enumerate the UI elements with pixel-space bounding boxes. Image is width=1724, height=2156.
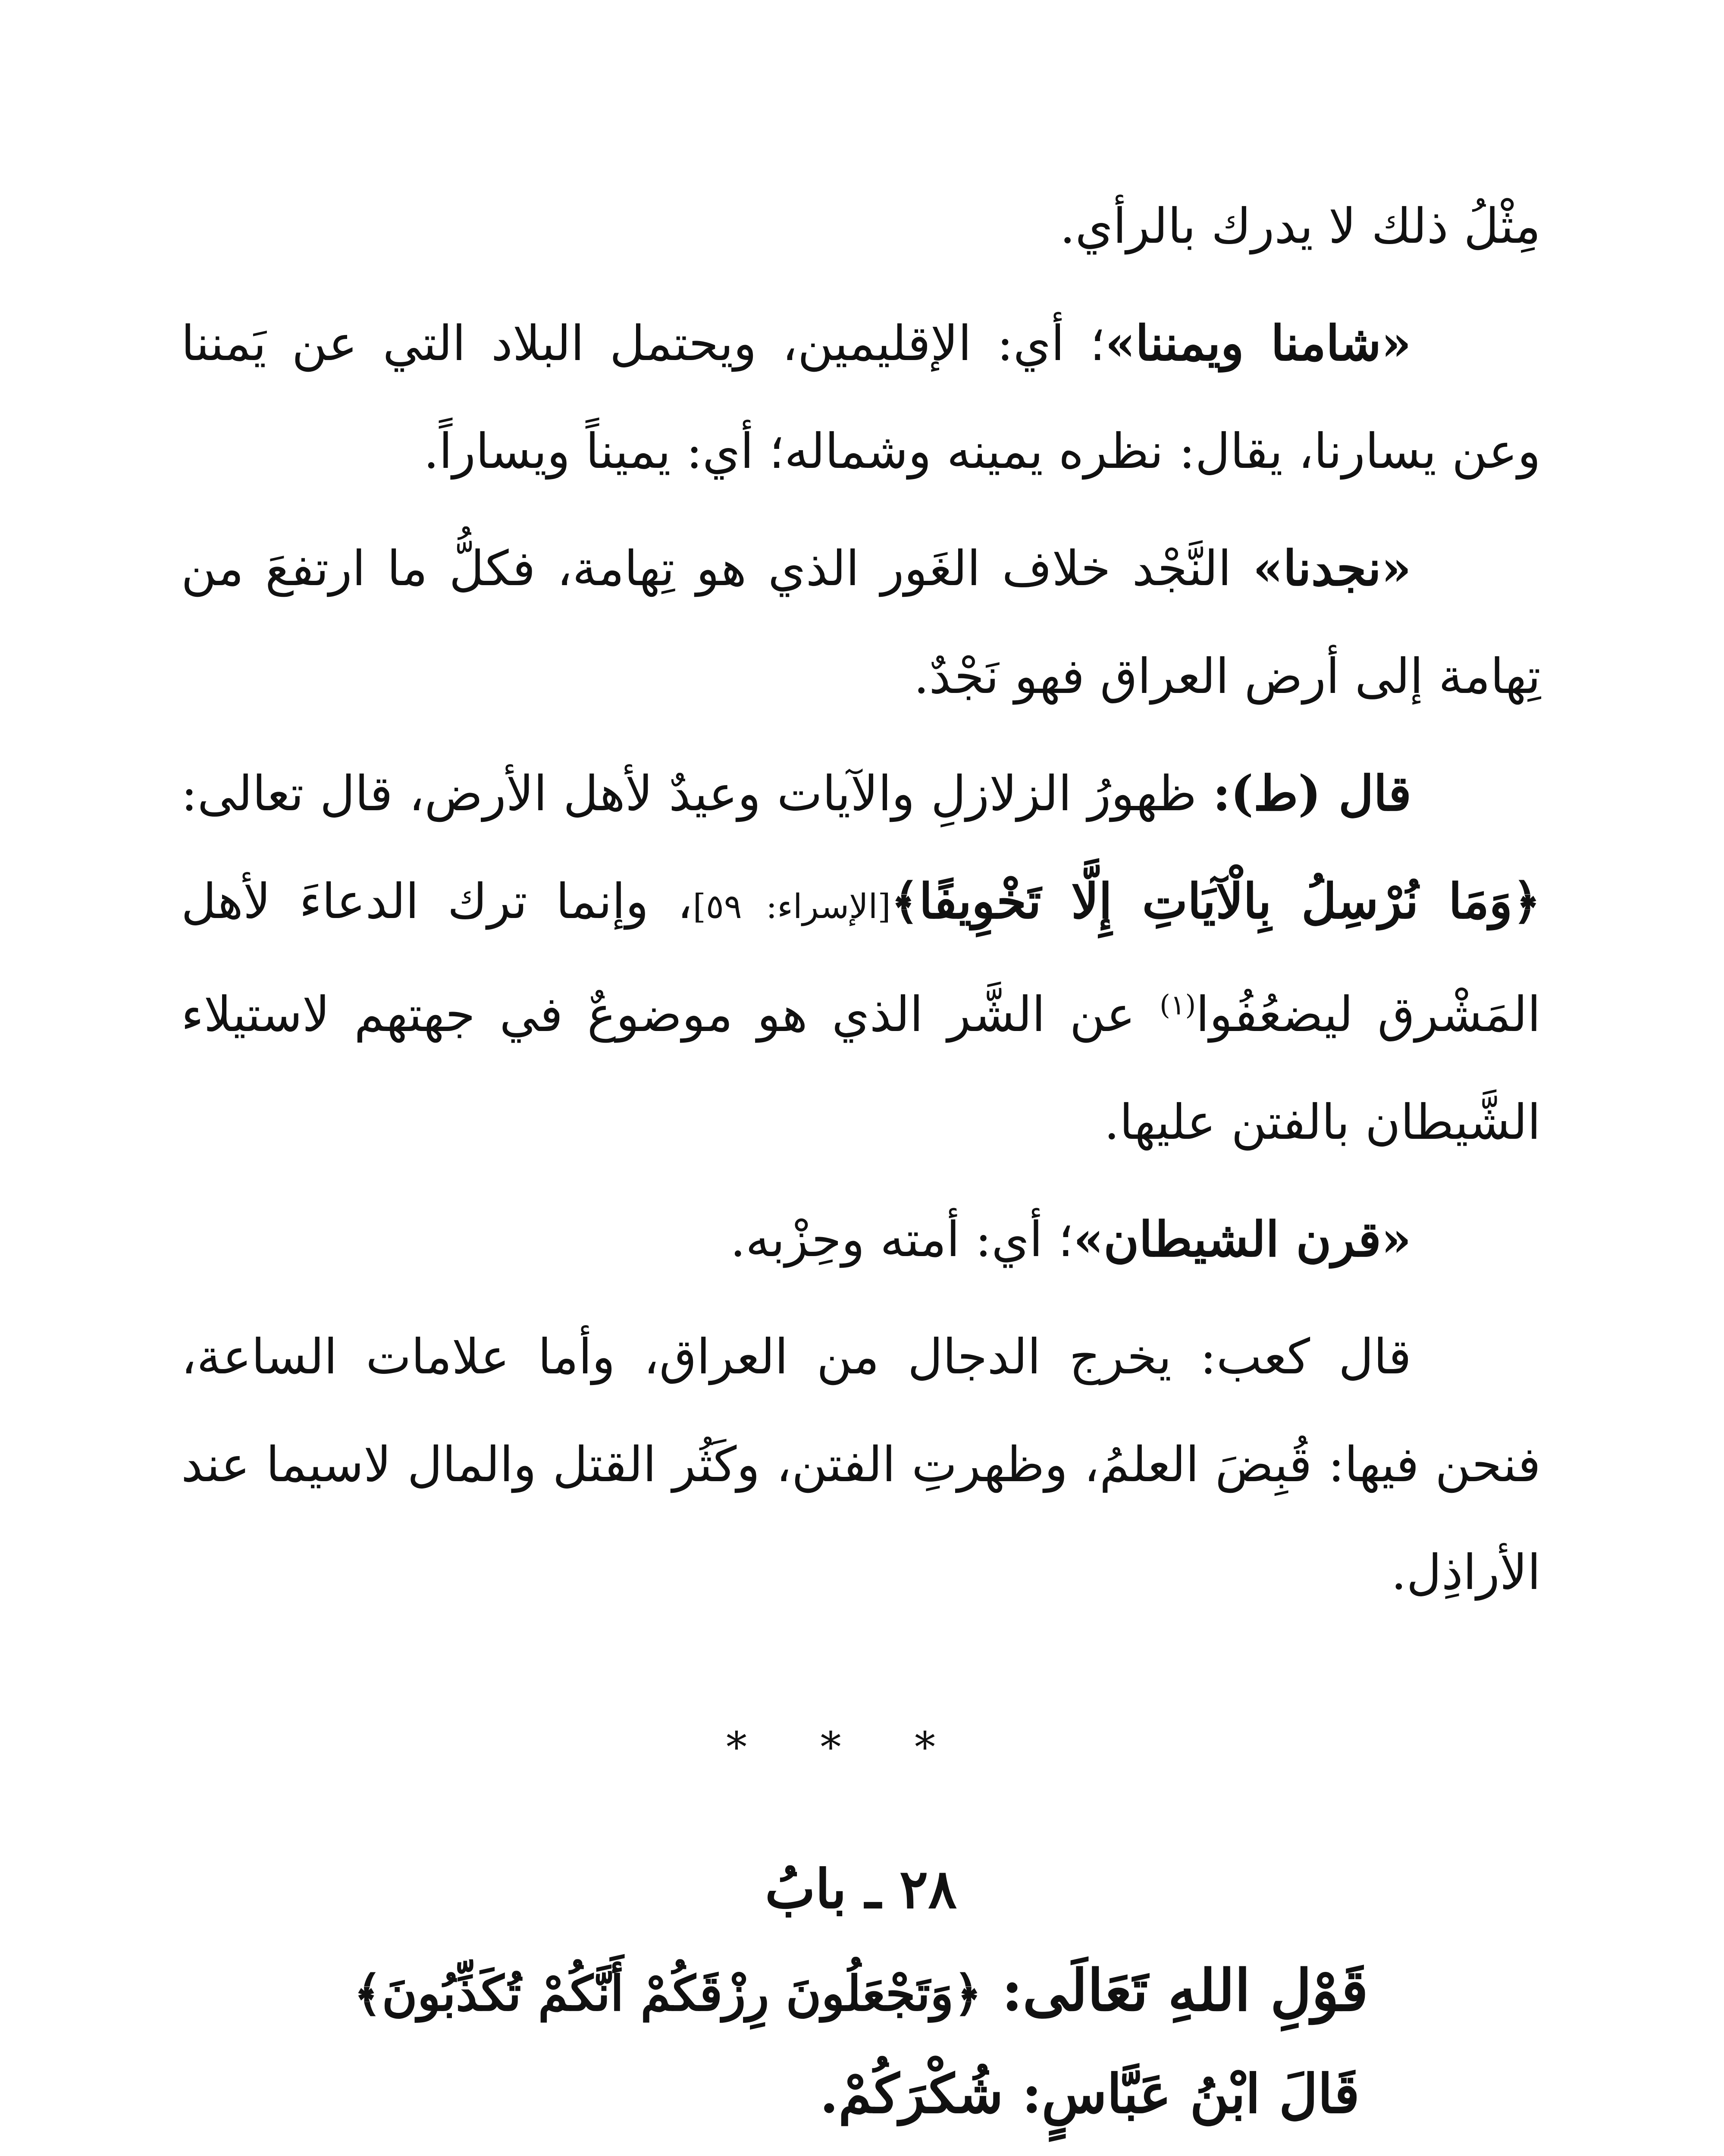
chapter-title-verse: ﴿وَتَجْعَلُونَ رِزْقَكُمْ أَنَّكُمْ تُكَذِّبُونَ﴾	[354, 1965, 982, 2022]
chapter-quote: قَالَ ابْنُ عَبَّاسٍ: شُكْرَكُمْ.	[820, 2063, 1360, 2125]
paragraph-4-text-b: ، وإنما ترك الدعاءَ لأهل المَشْرق ليضعُفُوا	[181, 874, 1541, 1043]
quran-verse-isra: ﴿وَمَا نُرْسِلُ بِالْآيَاتِ إِلَّا تَخْوِيفًا﴾	[890, 873, 1541, 930]
term-qal-ta: قال (ط):	[1213, 765, 1411, 822]
chapter-heading-title	[181, 1937, 1541, 2045]
paragraph-2	[181, 290, 1541, 505]
paragraph-4-text-c: عن الشَّر الذي هو موضوعٌ في جهتهم لاستيلاء الشَّيطان بالفتن عليها.	[181, 987, 1541, 1150]
section-separator: * * *	[726, 1723, 966, 1771]
chapter-title-prefix: قَوْلِ اللهِ تَعَالَى:	[981, 1957, 1368, 2024]
paragraph-6	[181, 1303, 1541, 1626]
paragraph-5	[181, 1186, 1541, 1294]
paragraph-5-text: ؛ أي: أمته وحِزْبه.	[730, 1212, 1074, 1268]
paragraph-6-text: قال كعب: يخرج الدجال من العراق، وأما علامات الساعة، فنحن فيها: قُبِضَ العلمُ، وظهرتِ الفتن، وكَثُر القتل والمال لاسيما عند الأراذِل.	[181, 1329, 1541, 1601]
paragraph-4-text-a: ظهورُ الزلازلِ والآيات وعيدٌ لأهل الأرض، قال تعالى:	[181, 766, 1213, 822]
footnote-marker: (١)	[1159, 989, 1196, 1022]
paragraph-1-text: مِثْلُ ذلك لا يدرك بالرأي.	[1059, 198, 1541, 254]
paragraph-3-text: النَّجْد خلاف الغَور الذي هو تِهامة، فكلُّ ما ارتفعَ من تِهامة إلى أرض العراق فهو نَجْدٌ.	[181, 541, 1541, 705]
paragraph-1	[181, 172, 1541, 280]
term-qarn-al-shaytan: «قرن الشيطان»	[1073, 1211, 1411, 1268]
body-text	[181, 172, 1541, 1626]
paragraph-2-text: ؛ أي: الإقليمين، ويحتمل البلاد التي عن يَمننا وعن يسارنا، يقال: نظره يمينه وشماله؛ أي: يميناً ويساراً.	[181, 316, 1541, 479]
verse-reference: [الإسراء: ٥٩]	[693, 887, 891, 926]
chapter-heading-number: ٢٨ ـ بابُ	[765, 1858, 957, 1921]
term-shamna-wa-yamanna: «شامنا ويمننا»	[1105, 315, 1411, 372]
paragraph-3	[181, 515, 1541, 730]
term-najdna: «نجدنا»	[1253, 540, 1412, 597]
paragraph-4	[181, 740, 1541, 1176]
